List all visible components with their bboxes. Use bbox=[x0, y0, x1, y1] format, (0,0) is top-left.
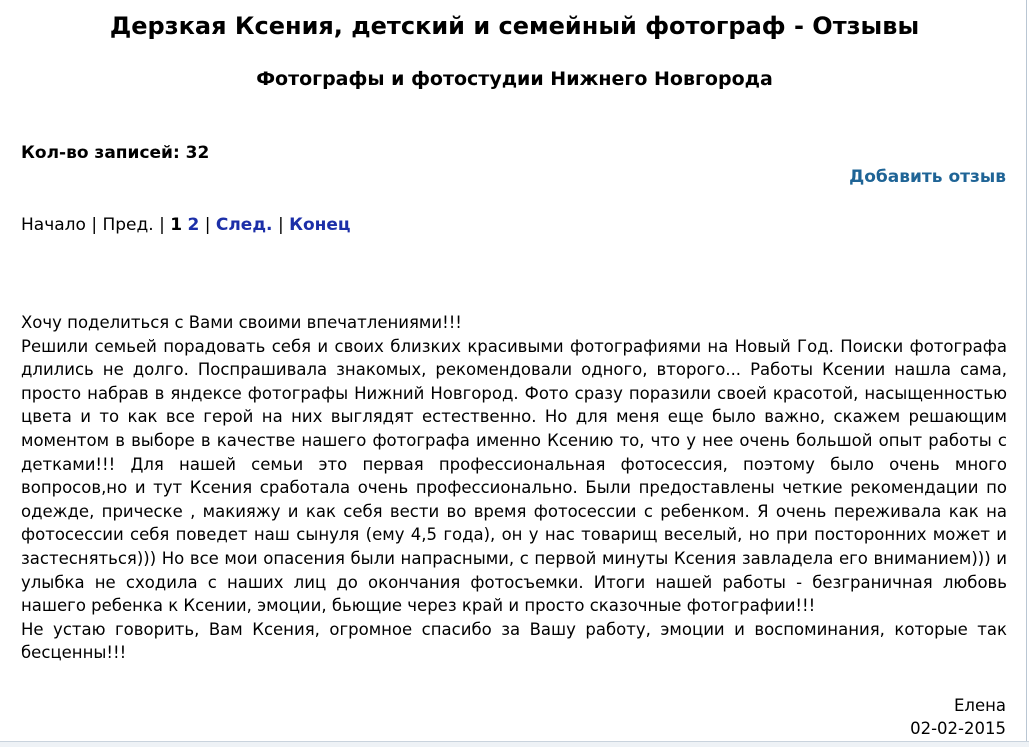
review-author: Елена bbox=[953, 696, 1006, 715]
pager-next-link[interactable]: След. bbox=[215, 215, 273, 235]
pager-separator: | bbox=[277, 215, 284, 235]
pager-first: Начало bbox=[21, 215, 86, 235]
pager-separator: | bbox=[204, 215, 211, 235]
review-body: Решили семьей порадовать себя и своих близких красивыми фотографиями на Новый Год. Поиски фотографа длились не долго. Поспрашивала знакомых, рекомендовали одного, второго... Работы Ксении нашла сама, просто набрав в яндексе фотографы Нижний Новгород. Фото сразу поразили своей красотой, насыщенностью цвета и то как все герой на них выглядят естественно. Но для меня еще было важно, скажем решающим моментом в выборе в качестве нашего фотографа именно Ксению то, что у нее очень большой опыт работы с детками!!! Для нашей семьи это первая профессиональная фотосессия, поэтому было очень много вопросов,но и тут Ксения сработала очень профессионально. Были предоставлены четкие рекомендации по одежде, прическе , макияжу и как себя вести во время фотосессии с ребенком. Я очень переживала как на фотосессии себя поведет наш сынуля (ему 4,5 года), он у нас товарищ веселый, но при посторонних может и застесняться))) Но все мои опасения были напрасными, с первой минуты Ксения завладела его вниманием))) и улыбка не сходила с наших лиц до окончания фотосъемки. Итоги нашей работы - безграничная любовь нашего ребенка к Ксении, эмоции, бьющие через край и просто сказочные фотографии!!! bbox=[21, 336, 1007, 616]
bottom-edge bbox=[0, 741, 1029, 747]
review-intro: Хочу поделиться с Вами своими впечатлениями!!! bbox=[21, 313, 462, 332]
review-text bbox=[21, 311, 1007, 665]
pagination bbox=[21, 213, 351, 237]
review-closing: Не устаю говорить, Вам Ксения, огромное спасибо за Вашу работу, эмоции и воспоминания, которые так бесценны!!! bbox=[21, 619, 1007, 663]
review-date: 02-02-2015 bbox=[910, 719, 1006, 738]
pager-page-2-link[interactable]: 2 bbox=[187, 215, 200, 235]
page-title: Дерзкая Ксения, детский и семейный фотограф - Отзывы bbox=[109, 12, 920, 40]
add-review-link[interactable]: Добавить отзыв bbox=[849, 167, 1006, 187]
page-subtitle: Фотографы и фотостудии Нижнего Новгорода bbox=[256, 68, 773, 90]
pager-prev: Пред. bbox=[102, 215, 154, 235]
pager-page-1-current: 1 bbox=[170, 215, 183, 235]
record-count: Кол-во записей: 32 bbox=[21, 143, 210, 163]
pager-separator: | bbox=[159, 215, 165, 235]
pager-last-link[interactable]: Конец bbox=[289, 215, 351, 235]
pager-separator: | bbox=[91, 215, 98, 235]
